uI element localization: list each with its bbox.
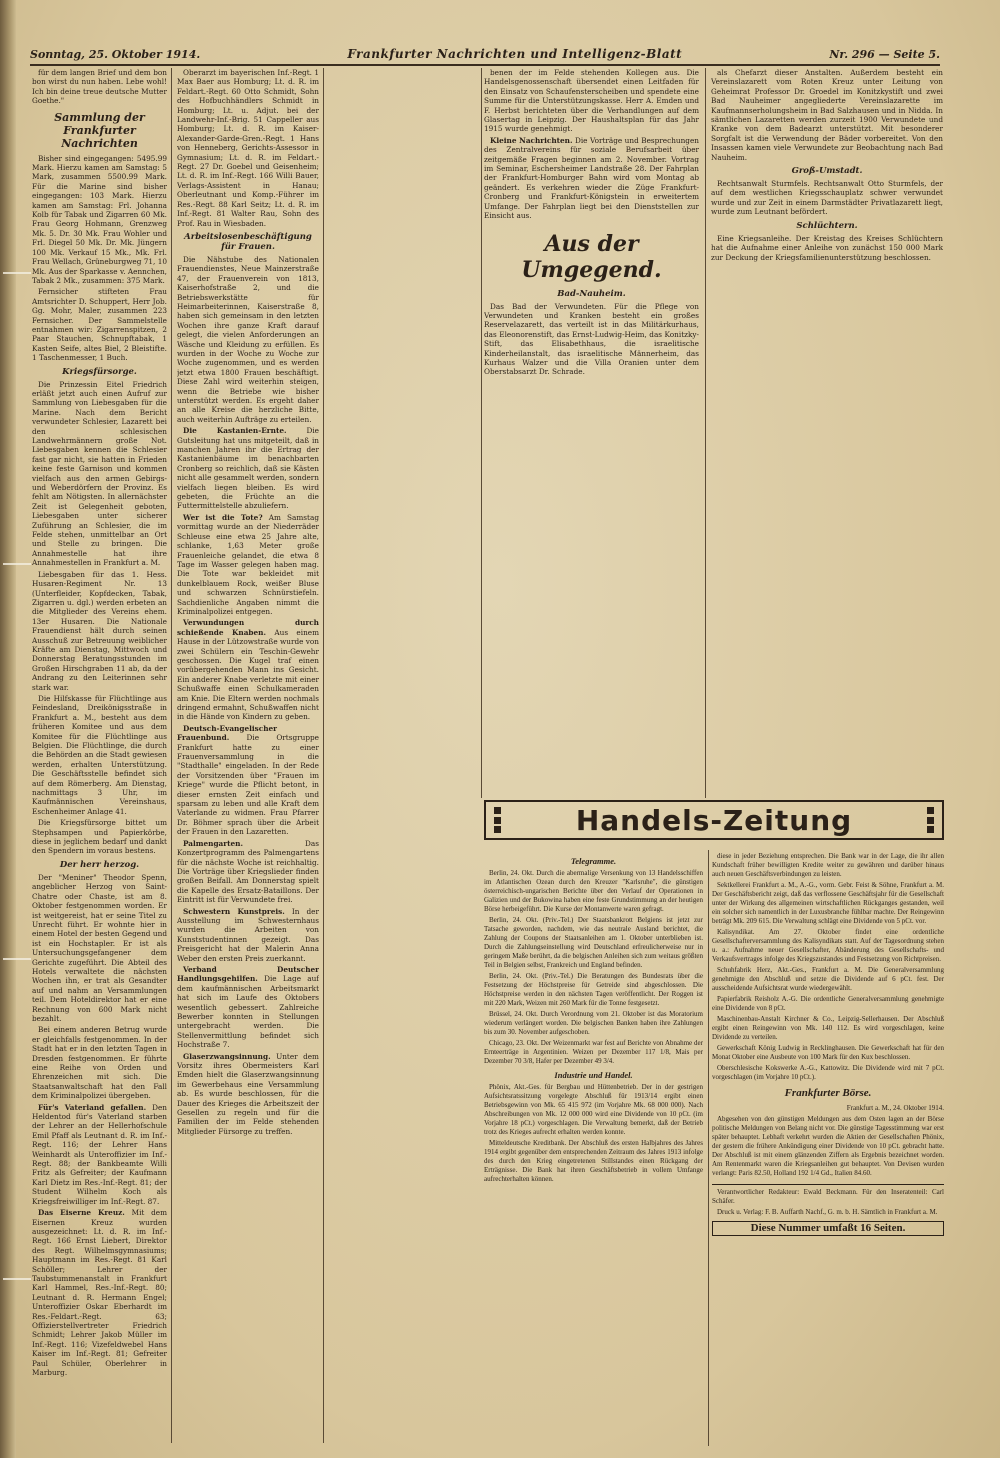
col6-text-1: diese in jeder Beziehung entsprechen. Die Bank war in der Lage, die ihr allen Kundschaft früher bewilligten Kredite weiter zu gewähren und darüber hinaus auch neuen Geschäftsverbindungen zu leisten.	[712, 852, 944, 878]
verwundung-title: Verwundungen durch schießende Knaben.	[177, 618, 319, 637]
column-4	[711, 68, 943, 788]
header-rule	[30, 64, 940, 66]
binding-stitch	[3, 272, 31, 274]
wer-title: Wer ist die Tote?	[183, 512, 263, 522]
druck-line: Druck u. Verlag: F. B. Auffarth Nachf., G. m. b. H. Sämtlich in Frankfurt a. M.	[717, 1208, 938, 1216]
schwester-title: Schwestern Kunstpreis.	[183, 906, 285, 916]
schwester-text: In der Ausstellung im Schwesternhaus wurden die Arbeiten von Kunststudentinnen gezeigt. Das Preisgericht hat der Malerin Anna Weber den ersten Preis zuerkannt.	[177, 906, 319, 963]
eisern-text: Mit dem Eisernen Kreuz wurden ausgezeichnet: Lt. d. R. im Inf.-Regt. 166 Ernst Liebert, Direktor des Regt. Wilhelmsgymnasiums; Hauptmann im Res.-Regt. 81 Karl Schöller; Lehrer der Taubstummenanstalt in Frankfurt Karl Hammel, Res.-Inf.-Regt. 80; Leutnant d. R. Hermann Engel; Unteroffizier Oskar Eberhardt im Res.-Feldart.-Regt. 63; Offizierstellvertreter Friedrich Schmidt; Lehrer Jakob Müller im Inf.-Regt. 116; Vizefeldwebel Hans Kaiser im Inf.-Regt. 81; Gefreiter Paul Schüler, Oberlehrer in Marburg.	[32, 1208, 167, 1377]
industrie-2: Mitteldeutsche Kreditbank. Der Abschluß des ersten Halbjahres des Jahres 1914 ergibt gegenüber dem entsprechenden Zeitraum des Jahres 1913 infolge des durch den Krieg eingetretenen Stillstandes einen Rückgang der Erträgnisse. Die Bank hat ihren Geschäftsbetrieb in vollem Umfange aufrechterhalten können.	[484, 1139, 703, 1183]
column-separator	[708, 850, 709, 1446]
kriegs-text-2: Liebesgaben für das 1. Hess. Husaren-Regiment Nr. 13 (Unterfleider, Kopfdecken, Tabak, Zigarren u. dgl.) werden erbeten an die Mitglieder des Vereins ehem. 13er Husaren. Die Nationale Frauendienst hält durch seinen Ausschuß zur Betreuung weiblicher Kräfte am Dienstag, Mittwoch und Donnerstag Beratungsstunden im Großen Hirschgraben 11 ab, da der Andrang zu den Leiterinnen sehr stark war.	[32, 569, 167, 692]
eisern-title: Das Eiserne Kreuz.	[38, 1208, 125, 1218]
grossumstadt-text: Rechtsanwalt Sturmfels. Rechtsanwalt Otto Sturmfels, der auf dem westlichen Kriegsschauplatz schwer verwundet wurde und zur Zeit in einem Darmstädter Privatlazarett liegt, wurde zum Leutnant befördert.	[711, 179, 943, 217]
banner-ornament-right	[927, 807, 934, 833]
page-binding	[0, 0, 16, 1458]
imprint	[712, 1184, 944, 1217]
binding-stitch	[3, 1278, 31, 1280]
handels-zeitung-title: Handels-Zeitung	[575, 803, 853, 837]
palmen-title: Palmengarten.	[183, 838, 243, 848]
telegramme-title: Telegramme.	[570, 856, 617, 866]
telegramm-5: Chicago, 23. Okt. Der Weizenmarkt war fest auf Berichte von Abnahme der Ernteerträge in Argentinien. Weizen per Dezember 117 1/8, Mais per Dezember 70 3/8, Hafer per Dezember 49 3/4.	[484, 1039, 703, 1065]
kastanien-title: Die Kastanien-Ernte.	[183, 426, 287, 436]
industrie-1: Phönix, Akt.-Ges. für Bergbau und Hüttenbetrieb. Der in der gestrigen Aufsichtsratssitzung vorgelegte Abschluß für 1913/14 ergibt einen Betriebsgewinn von Mk. 65 415 972 (im Vorjahre Mk. 68 000 000). Nach Abschreibungen von Mk. 12 000 000 wird eine Dividende von 10 pCt. (im Vorjahre 18 pCt.) vorgeschlagen. Die Verwaltung bemerkt, daß der Betrieb trotz des Krieges aufrecht erhalten werden konnte.	[484, 1083, 703, 1136]
sammlung-text-2: Fernsicher stifteten Frau Amtsrichter D. Schuppert, Herr Job. Gg. Mohr, Maler, zusammen 223 Fernsicher. Der Sammelstelle entnahmen wir: Zigarrenspitzen, 2 Paar Stauchen, Schnupftabak, 1 Kasten Seife, altes Biel, 2 Bleistifte. 1 Taschenmesser, 1 Buch.	[32, 287, 167, 363]
sammlung-title: Sammlung der Frankfurter Nachrichten	[54, 110, 145, 150]
herzog-title: Der herr herzog.	[59, 859, 140, 870]
badnauheim-title: Bad-Nauheim.	[557, 288, 626, 299]
maschinen-text: Maschinenbau-Anstalt Kirchner & Co., Leipzig-Sellerhausen. Der Abschluß ergibt einen Reingewinn von Mk. 140 112. Es wird vorgeschlagen, keine Dividende zu verteilen.	[712, 1015, 944, 1041]
kali-text: Kalisyndikat. Am 27. Oktober findet eine ordentliche Gesellschafterversammlung des Kalisyndikats statt. Auf der Tagesordnung stehen u. a.: Aufnahme neuer Gesellschafter, Abänderung des Gesellschafts- und Verkaufsvertrages infolge des Kriegszustandes und Festsetzung von Richtpreisen.	[712, 928, 944, 963]
wer-text: Am Samstag vormittag wurde an der Niederräder Schleuse eine etwa 25 Jahre alte, schlanke, 1,63 Meter große Frauenleiche gelandet, die etwa 8 Tage im Wasser gelegen haben mag. Die Tote war bekleidet mit dunkelblauem Rock, weißer Bluse und schwarzen Schnürstiefeln. Sachdienliche Angaben nimmt die Kriminalpolizei entgegen.	[177, 512, 319, 616]
herzog-text-2: Bei einem anderen Betrug wurde er gleichfalls festgenommen. In der Stadt hat er in den letzten Tagen in Dresden festgenommen. Er führte eine Reihe von Orden und Ehrenzeichen mit sich. Die Staatsanwaltschaft hat den Fall dem Kriminalpolizei übergeben.	[32, 1025, 167, 1101]
schuh-text: Schuhfabrik Herz, Akt.-Ges., Frankfurt a. M. Die Generalversammlung genehmigte den Abschluß und setzte die Dividende auf 6 pCt. fest. Der ausscheidende Aufsichtsrat wurde wiedergewählt.	[712, 966, 944, 992]
column-separator	[705, 68, 706, 798]
page-header	[30, 44, 940, 64]
evangel-text: Die Ortsgruppe Frankfurt hatte zu einer Frauenversammlung in die "Stadthalle" eingeladen. In der Rede der Vorsitzenden über "Frauen im Kriege" wurde die Pflicht betont, in dieser ernsten Zeit einfach und sparsam zu leben und alle Kraft dem Vaterlande zu widmen. Frau Pfarrer Dr. Böhmer sprach über die Arbeit der Frauen in den Lazaretten.	[177, 733, 319, 837]
col3-text-1: benen der im Felde stehenden Kollegen aus. Die Handelsgenossenschaft übersendet einen Leitfaden für den Einsatz von Schaufensterscheiben und spendete eine Summe für die Unterstützungskasse. Herr A. Emden und F. Herbst berichteten über die Verhandlungen auf dem Glasertag in Leipzig. Der Haushaltsplan für das Jahr 1915 wurde genehmigt.	[484, 68, 699, 134]
telegramm-3: Berlin, 24. Okt. (Priv.-Tel.) Die Beratungen des Bundesrats über die Festsetzung der Höchstpreise für Getreide sind abgeschlossen. Die Höchstpreise werden in den nächsten Tagen veröffentlicht. Der Roggen ist mit 220 Mark, Weizen mit 260 Mark für die Tonne festgesetzt.	[484, 972, 703, 1007]
glaser-text: Unter dem Vorsitz ihres Obermeisters Karl Emden hielt die Glaserzwangsinnung im Gewerbehaus eine Versammlung ab. Es wurde beschlossen, für die Dauer des Krieges die Arbeitszeit der Gesellen zu regeln und für die Familien der im Felde stehenden Mitglieder Fürsorge zu treffen.	[177, 1051, 319, 1136]
kriegs-text-4: Die Kriegsfürsorge bittet um Stephsampen und Papierkörbe, diese in jeglichem bedarf und dankt den Spendern im voraus bestens.	[32, 818, 167, 856]
oberschl-text: Oberschlesische Kokswerke A.-G., Kattowitz. Die Dividende wird mit 7 pCt. vorgeschlagen (im Vorjahre 10 pCt.).	[712, 1064, 944, 1081]
sekt-text: Sektkellerei Frankfurt a. M., A.-G., vorm. Gebr. Feist & Söhne, Frankfurt a. M. Der Geschäftsbericht zeigt, daß das verflossene Geschäftsjahr für die Gesellschaft unter der Wirkung des allgemeinen wirtschaftlichen Rückganges gestanden, weil ein solcher sich namentlich in der Luxusbranche fühlbar machte. Der Reingewinn beträgt Mk. 209 615. Die Verwaltung schlägt eine Dividende von 5 pCt. vor.	[712, 881, 944, 925]
banner-ornament-left	[494, 807, 501, 833]
palmen-text: Das Konzertprogramm des Palmengartens für die nächste Woche ist reichhaltig. Die Vorträge über Kriegslieder finden großen Beifall. Am Donnerstag spielt die Kapelle des Ersatz-Bataillons. Der Eintritt ist für Verwundete frei.	[177, 838, 319, 905]
umgegend-title: Aus der Umgegend.	[521, 230, 662, 283]
col4-text-1: als Chefarzt dieser Anstalten. Außerdem besteht ein Vereinslazarett vom Roten Kreuz unter Leitung von Geheimrat Professor Dr. Groedel im Konitzkystift und zwei Bad Nauheimer angegliederte Vereinslazarette im Kaufmannserholungsheim in Bad Salzhausen und in Nidda. In sämtlichen Lazaretten werden zurzeit 1900 Verwundete und Kranke von dem Badearzt unterstützt. Mit besonderer Sorgfalt ist die Verwendung der Bäder vorbereitet. Von den Insassen kamen viele Verwundete zur Beobachtung nach Bad Nauheim.	[711, 68, 943, 162]
kleine-title: Kleine Nachrichten.	[490, 135, 573, 145]
header-masthead: Frankfurter Nachrichten und Intelligenz-Blatt	[347, 47, 683, 61]
schluechtern-title: Schlüchtern.	[796, 220, 858, 231]
badnauheim-text: Das Bad der Verwundeten. Für die Pflege von Verwundeten und Kranken besteht ein großes Reservelazarett, das verteilt ist in das Militärkurhaus, das Eleonorenstift, das Ernst-Ludwig-Heim, das Konitzky-Stift, das Elisabethhaus, die israelitische Kinderheilanstalt, das israelitische Männerheim, das Kurhaus Walzer und die Villa Oranien unter dem Oberstabsarzt Dr. Schrade.	[484, 301, 699, 377]
header-date: Sonntag, 25. Oktober 1914.	[30, 47, 201, 61]
col2-text-1: Oberarzt im bayerischen Inf.-Regt. 1 Max Baer aus Homburg; Lt. d. R. im Feldart.-Regt. 60 Otto Schmidt, Sohn des Hofbuchhändlers Schmidt in Homburg; Lt. u. Adjut. bei der Landwehr-Inf.-Brig. 51 Cappeller aus Homburg; Lt. d. R. im Kaiser-Alexander-Garde-Gren.-Regt. 1 Hans von Henneberg, Gerichts-Assessor in Gymnasium; Lt. d. R. im Feldart.-Regt. 27 Dr. Goebel und Geisenheim; Lt. d. R. im Inf.-Regt. 166 Willi Bauer, Verlags-Assistent in Hanau; Oberleutnant und Komp.-Führer im Res.-Regt. 88 Karl Seitz; Lt. d. R. im Inf.-Regt. 81 Walter Rau, Sohn des Prof. Rau in Wiesbaden.	[177, 68, 319, 228]
page-count-notice: Diese Nummer umfaßt 16 Seiten.	[712, 1221, 944, 1236]
verband-title: Verband Deutscher Handlungsgehilfen.	[177, 964, 319, 984]
schluechtern-text: Eine Kriegsanleihe. Der Kreistag des Kreises Schlüchtern hat die Aufnahme einer Anleihe von zunächst 150 000 Mark zur Deckung der Kriegsfamilienunterstützung beschlossen.	[711, 233, 943, 262]
kleine-text: Die Vorträge und Besprechungen des Zentralvereins für soziale Berufsarbeit über zeitgemäße Fragen beginnen am 2. November. Vortrag im Seminar, Eschersheimer Landstraße 28. Der Fahrplan der Frankfurt-Homburger Bahn wird vom Montag ab geändert. Es verkehren wieder die Züge Frankfurt-Cronberg und Frankfurt-Königstein in erweitertem Umfange. Der Fahrplan liegt bei den Dienststellen zur Einsicht aus.	[484, 135, 699, 221]
telegramm-4: Brüssel, 24. Okt. Durch Verordnung vom 21. Oktober ist das Moratorium wiederum verlängert worden. Die belgischen Banken haben ihre Zahlungen bis zum 30. November aufgeschoben.	[484, 1010, 703, 1036]
boerse-title: Frankfurter Börse.	[784, 1087, 872, 1099]
boerse-text: Abgesehen von den günstigen Meldungen aus dem Osten lagen an der Börse politische Meldungen von Belang nicht vor. Die günstige Tagesstimmung war erst später behauptet. Lebhaft verkehrt wurden die Aktien der Gesellschaften Phönix, der gestern die frühere Ankündigung einer Dividende von 10 pCt. gebracht hatte. Der Abschluß ist mit einem glänzenden Ziffern als Ergebnis bezeichnet worden. Am Rentenmarkt waren die Kriegsanleihen gut behauptet. Von Devisen wurden verlangt: Paris 82.50, Holland 192 1/4 Gd., Italien 84.60.	[712, 1115, 944, 1177]
telegramm-1: Berlin, 24. Okt. Durch die abermalige Versenkung von 13 Handelsschiffen im Atlantischen Ozean durch den Kreuzer "Karlsruhe", die günstigen österreichisch-ungarischen Berichte über den Verlauf der Operationen in Galizien und der Bukowina haben eine feste Grundstimmung an der heutigen Börse herbeigeführt. Die Kurse der Montanwerte waren gefragt.	[484, 869, 703, 913]
intro-text: für dem langen Brief und dem bon bon wirst du nun haben. Lebe wohl! Ich bin deine treue deutsche Mutter Goethe."	[32, 68, 167, 106]
verwundung-text: Aus einem Hause in der Lützowstraße wurde von zwei Schülern ein Teschin-Gewehr geschossen. Die Kugel traf einen vorübergehenden Mann ins Gesicht. Ein anderer Knabe verletzte mit einer Schußwaffe einen Schulkameraden am Knie. Die Eltern werden nochmals dringend ermahnt, Schußwaffen nicht in die Hände von Kindern zu geben.	[177, 627, 319, 722]
column-6	[712, 852, 944, 1447]
column-3	[484, 68, 699, 788]
papier-text: Papierfabrik Reisholz A.-G. Die ordentliche Generalversammlung genehmigte eine Dividende von 8 pCt.	[712, 995, 944, 1012]
redakteur-line: Verantwortlicher Redakteur: Ewald Beckmann. Für den Inseratenteil: Carl Schäfer.	[712, 1188, 944, 1205]
vaterland-title: Für's Vaterland gefallen.	[38, 1102, 147, 1112]
vaterland-text: Den Heldentod für's Vaterland starben der Lehrer an der Hellerhofschule Emil Pfaff als Leutnant d. R. im Inf.-Regt. 116; der Lehrer Hans Weinhardt als Unteroffizier im Inf.-Regt. 88; der Bankbeamte Willi Fritz als Gefreiter; der Kaufmann Karl Dietz im Res.-Inf.-Regt. 81; der Student Wilhelm Koch als Kriegsfreiwilliger im Inf.-Regt. 87.	[32, 1102, 167, 1206]
grossumstadt-title: Groß-Umstadt.	[791, 166, 863, 177]
boerse-dateline: Frankfurt a. M., 24. Oktober 1914.	[846, 1104, 944, 1112]
column-2	[177, 68, 319, 1448]
kriegs-text-3: Die Hilfskasse für Flüchtlinge aus Feindesland, Dreikönigsstraße in Frankfurt a. M., besteht aus dem früheren Komitee und aus dem Komitee für die Flüchtlinge aus Belgien. Die Flüchtlinge, die durch die Behörden an die Stadt gewiesen werden, erhalten Unterstützung. Die Geschäftsstelle befindet sich auf dem Römerberg. Am Dienstag, nachmittags 3 Uhr, im Kaufmännischen Vereinshaus, Eschenheimer Anlage 41.	[32, 693, 167, 816]
kriegs-title: Kriegsfürsorge.	[62, 366, 137, 377]
arbeit-title: Arbeitslosenbeschäftigung für Frauen.	[184, 231, 312, 252]
evangel-title: Deutsch-Evangelischer Frauenbund.	[177, 723, 277, 743]
sammlung-text: Bisher sind eingegangen: 5495.99 Mark. Hierzu kamen am Samstag: 5 Mark, zusammen 5500.99 Mark. Für die Marine sind bisher eingegangen: 103 Mark. Hierzu kamen am Samstag: Frl. Johanna Kolb für Tabak und Zigarren 60 Mk. Frau Georg Hohmann, Grenzweg Mk. 5. Dr. 30 Mk. Frau Wohler und Frl. Diegel 50 Mk. Dr. Mk. Jüngern 100 Mk. Verkauf 15 Mk., Mk. Frl. Frau Wellach, Grüneburgweg 71, 10 Mk. Aus der Sparkasse v. Aennchen, Tabak 2 Mk., zusammen: 375 Mark.	[32, 153, 167, 285]
handels-zeitung-banner	[484, 800, 944, 840]
column-separator	[481, 68, 482, 798]
column-1	[32, 68, 167, 1448]
kastanien-text: Die Gutsleitung hat uns mitgeteilt, daß in manchen Jahren ihr die Ertrag der Kastanienbäume im benachbarten Cronberg so reichlich, daß sie Kästen nicht alle gesammelt werden, sondern vielfach liegen bleiben. Es wird gebeten, die Früchte an die Futtermittelstelle abzuliefern.	[177, 426, 319, 511]
verband-text: Die Lage auf dem kaufmännischen Arbeitsmarkt hat sich im Laufe des Oktobers wesentlich gebessert. Zahlreiche Bewerber konnten in Stellungen untergebracht werden. Die Stellenvermittlung befindet sich Hochstraße 7.	[177, 974, 319, 1050]
telegramm-2: Berlin, 24. Okt. (Priv.-Tel.) Der Staatsbankrott Belgiens ist jetzt zur Tatsache geworden, nachdem, wie das neutrale Ausland berichtet, die Zahlung der Coupons der Staatsanleihen am 1. Oktober unterblieben ist. Durch die Zahlungseinstellung wird Deutschland erfreulicherweise nur in geringem Maße berührt, da die belgischen Anleihen sich zum weitaus größten Teil in Belgien selbst, Frankreich und England befinden.	[484, 916, 703, 969]
industrie-title: Industrie und Handel.	[554, 1070, 633, 1080]
column-5	[484, 852, 703, 1447]
kriegs-text: Die Prinzessin Eitel Friedrich erläßt jetzt auch einen Aufruf zur Sammlung von Liebesgaben für die Marine. Nach dem Bericht verwundeter Schlesier, Lazarett bei den schlesischen Landwehrmännern große Not. Liebesgaben kennen die Schlesier fast gar nicht, sie hatten in Frieden keine feste Garnison und kommen vielfach aus den armen Gebirgs- und Weberdörfern der Provinz. Es fehlt am Nötigsten. In allernächster Zeit ist Gelegenheit geboten, Liebesgaben unter sicherer Zuführung an Schlesier, die im Felde stehen, unmittelbar an Ort und Stelle zu bringen. Die Annahmestelle hat ihre Annahmestellen in Frankfurt a. M.	[32, 379, 167, 568]
herzog-text: Der "Meniner" Theodor Spenn, angeblicher Herzog von Saint-Chatre oder Chaste, ist am 8. Oktober festgenommen worden. Er ist weitgereist, hat er seine Titel zu Unrecht führt. Er wohnte hier in einem Hotel der besten Gegend und ist ein Hochstapler. Er ist als Untersuchungsgefangener dem Gerichte zugeführt. Die Abteil des Hotels verwaltete die nächsten Wochen ihn, er trat als Gesandter auf und nahm an Versammlungen teil. Dem Hoteldirektor hat er eine Rechnung von 600 Mark nicht bezahlt.	[32, 872, 167, 1023]
arbeit-text: Die Nähstube des Nationalen Frauendienstes, Neue Mainzerstraße 47, der Frauenverein von 1813, Kaiserhofstraße 2, und die Betriebswerkstätte für Heimarbeiterinnen, Kaiserstraße 8, haben sich gemeinsam in den letzten Wochen ihre ganze Kraft darauf gelegt, die vielen Anforderungen an Wäsche und Kleidung zu erfüllen. Es wurden in der Woche zu Woche zur Woche zugenommen, und es werden jetzt etwa 1800 Frauen beschäftigt. Diese Zahl wird weiterhin steigen, wenn die Betriebe wie bisher unterstützt werden. Es ergeht daher an alle Kreise die herzliche Bitte, auch weiterhin Aufträge zu erteilen.	[177, 254, 319, 424]
binding-stitch	[3, 958, 31, 960]
column-separator	[171, 68, 172, 1443]
glaser-title: Glaserzwangsinnung.	[183, 1051, 271, 1061]
column-separator	[323, 68, 324, 1443]
header-page-info: Nr. 296 — Seite 5.	[829, 47, 940, 61]
binding-stitch	[3, 563, 31, 565]
gewerk-text: Gewerkschaft König Ludwig in Recklinghausen. Die Gewerkschaft hat für den Monat Oktober eine Ausbeute von 100 Mark für den Kux beschlossen.	[712, 1044, 944, 1061]
